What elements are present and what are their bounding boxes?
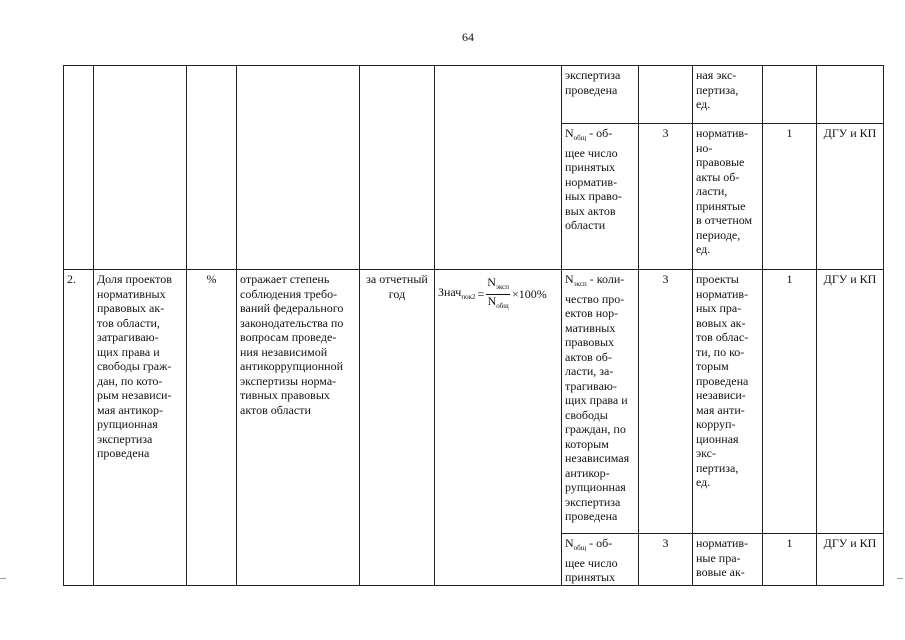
scan-edge-mark	[897, 578, 903, 579]
cell-variable: $N_{общ} - об-$ щее число принятых	[562, 534, 639, 586]
cell-unit	[187, 66, 237, 270]
cell-variable-unit: проекты норматив- ных пра- вовых ак- тов облас- ти, по ко- торым проведена независи- мая анти- корруп- ционная экс- пертиза, ед.	[693, 270, 763, 534]
cell-indicator-name: Доля проектов нормативных правовых ак- тов области, затрагиваю- щих права и свободы граж- дан, по кото- рым независи- мая антикор- рупционная экспертиза проведена	[94, 270, 187, 586]
cell-code: 3	[639, 124, 693, 270]
cell-indicator-name	[94, 66, 187, 270]
cell-variable-unit: норматив- ные пра- вовые ак-	[693, 534, 763, 586]
cell-period: 1	[763, 124, 817, 270]
cell-number	[64, 66, 94, 270]
formula: Знач$_{пок2}$ = $\frac{N_{эксп}}{N_{общ}}$ ×100%	[438, 276, 558, 313]
indicators-table	[63, 65, 884, 586]
cell-period: 1	[763, 534, 817, 586]
cell-description	[237, 66, 360, 270]
cell-periodicity	[360, 66, 435, 270]
cell-formula	[435, 66, 562, 270]
formula-fraction: $\frac{N_{эксп}}{N_{общ}}$	[487, 275, 510, 310]
cell-variable-unit: ная экс- пертиза, ед.	[693, 66, 763, 124]
cell-source: ДГУ и КП	[817, 270, 884, 534]
cell-code: 3	[639, 534, 693, 586]
cell-number: 2.	[64, 270, 94, 586]
page-number: 64	[462, 30, 474, 44]
cell-source: ДГУ и КП	[817, 124, 884, 270]
cell-variable: $N_{общ} - об-$ щее число принятых норматив- ных право- вых актов области	[562, 124, 639, 270]
cell-period	[763, 66, 817, 124]
table-row	[64, 66, 884, 124]
cell-unit: %	[187, 270, 237, 586]
cell-variable-unit: норматив- но- правовые акты об- ласти, принятые в отчетном периоде, ед.	[693, 124, 763, 270]
cell-source	[817, 66, 884, 124]
cell-variable: экспертиза проведена	[562, 66, 639, 124]
cell-source: ДГУ и КП	[817, 534, 884, 586]
scan-edge-mark	[0, 578, 6, 579]
cell-code	[639, 66, 693, 124]
table-row	[64, 270, 884, 534]
cell-periodicity: за отчетный год	[360, 270, 435, 586]
cell-formula	[435, 270, 562, 586]
cell-description: отражает степень соблюдения требо- ваний федерального законодательства по вопросам проведе- ния независимой антикоррупционной экспертизы норма- тивных правовых актов области	[237, 270, 360, 586]
cell-period: 1	[763, 270, 817, 534]
cell-variable: $N_{эксп}$ - коли- чество про- ектов нор- мативных правовых актов об- ласти, за- трагиваю- щих права и свободы граждан, по которым независимая антикор- рупционная экспертиза проведена	[562, 270, 639, 534]
cell-code: 3	[639, 270, 693, 534]
